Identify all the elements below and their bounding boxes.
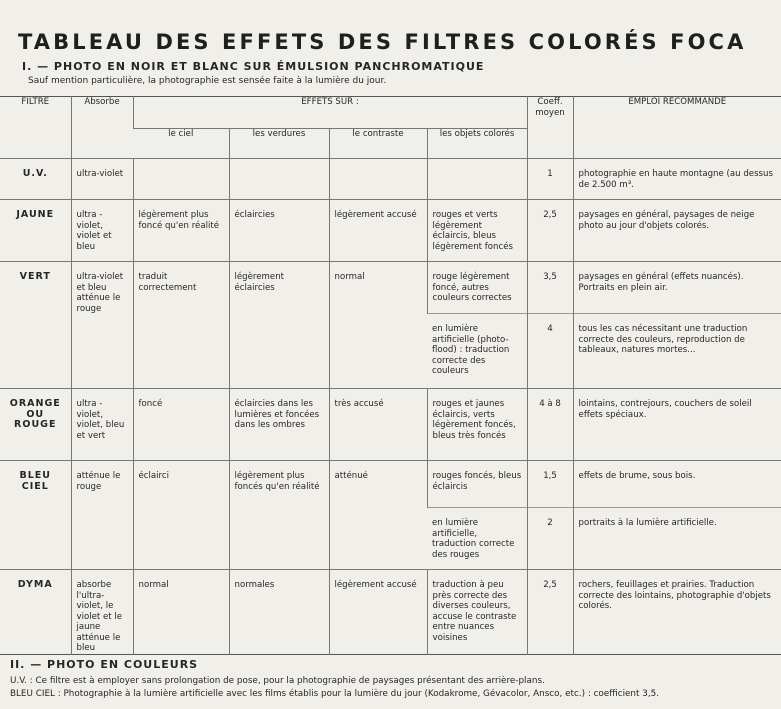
table-row bbox=[0, 570, 781, 655]
row-contraste: normal bbox=[329, 262, 427, 389]
row-verdures: éclaircies bbox=[229, 200, 329, 262]
row-objets: en lumière artificielle, traduction correcte des rouges bbox=[427, 508, 527, 570]
row-coeff: 4 bbox=[527, 314, 573, 389]
section2-heading: II. — PHOTO EN COULEURS bbox=[10, 658, 199, 671]
row-absorbe: atténue le rouge bbox=[71, 461, 133, 570]
col-header-objets: les objets colorés bbox=[427, 129, 527, 159]
page-title: TABLEAU DES EFFETS DES FILTRES COLORÉS FOCA bbox=[18, 30, 747, 54]
row-emploi: rochers, feuillages et prairies. Traduction correcte des lointains, photographie d'objets colorés. bbox=[573, 570, 781, 655]
col-header-contraste: le contraste bbox=[329, 129, 427, 159]
col-header-verdures: les verdures bbox=[229, 129, 329, 159]
col-header-coeff: Coeff. moyen bbox=[527, 97, 573, 159]
section1-heading: I. — PHOTO EN NOIR ET BLANC SUR ÉMULSION PANCHROMATIQUE bbox=[22, 60, 485, 73]
row-verdures: légèrement plus foncés qu'en réalité bbox=[229, 461, 329, 570]
row-filtre: VERT bbox=[0, 262, 71, 389]
row-coeff: 2,5 bbox=[527, 200, 573, 262]
row-contraste: légèrement accusé bbox=[329, 570, 427, 655]
filters-table bbox=[0, 96, 781, 655]
row-emploi: portraits à la lumière artificielle. bbox=[573, 508, 781, 570]
row-objets: rouges foncés, bleus éclaircis bbox=[427, 461, 527, 508]
row-objets: en lumière artificielle (photo-flood) : traduction correcte des couleurs bbox=[427, 314, 527, 389]
row-objets: traduction à peu près correcte des diverses couleurs, accuse le contraste entre nuances voisines bbox=[427, 570, 527, 655]
row-absorbe: ultra-violet bbox=[71, 159, 133, 200]
row-coeff: 2,5 bbox=[527, 570, 573, 655]
row-emploi: effets de brume, sous bois. bbox=[573, 461, 781, 508]
row-contraste: légèrement accusé bbox=[329, 200, 427, 262]
table-row bbox=[0, 159, 781, 200]
row-filtre: DYMA bbox=[0, 570, 71, 655]
col-header-filtre: FILTRE bbox=[21, 97, 50, 107]
table-row bbox=[0, 389, 781, 461]
row-contraste bbox=[329, 159, 427, 200]
row-filtre: BLEU CIEL bbox=[0, 461, 71, 570]
row-ciel: foncé bbox=[133, 389, 229, 461]
section2-note-uv: U.V. : Ce filtre est à employer sans prolongation de pose, pour la photographie de paysages présentant des arrière-plans. bbox=[10, 676, 545, 686]
row-absorbe: ultra - violet, violet, bleu et vert bbox=[71, 389, 133, 461]
row-coeff: 1 bbox=[527, 159, 573, 200]
row-emploi: photographie en haute montagne (au dessus de 2.500 m³. bbox=[573, 159, 781, 200]
row-contraste: très accusé bbox=[329, 389, 427, 461]
col-header-emploi: EMPLOI RECOMMANDÉ bbox=[573, 97, 781, 159]
section2-note-bleu: BLEU CIEL : Photographie à la lumière artificielle avec les films établis pour la lumière du jour (Kodakrome, Gévacolor, Ansco, etc.) : coefficient 3,5. bbox=[10, 689, 660, 699]
row-verdures bbox=[229, 159, 329, 200]
col-header-effets: EFFETS SUR : bbox=[133, 97, 527, 129]
row-verdures: éclaircies dans les lumières et foncées dans les ombres bbox=[229, 389, 329, 461]
row-absorbe: ultra-violet et bleu atténue le rouge bbox=[71, 262, 133, 389]
row-objets: rouges et verts légèrement éclaircis, bleus légèrement foncés bbox=[427, 200, 527, 262]
row-emploi: paysages en général (effets nuancés). Portraits en plein air. bbox=[573, 262, 781, 314]
row-verdures: légèrement éclaircies bbox=[229, 262, 329, 389]
row-emploi: tous les cas nécessitant une traduction correcte des couleurs, reproduction de tableaux, natures mortes... bbox=[573, 314, 781, 389]
row-ciel: éclairci bbox=[133, 461, 229, 570]
row-absorbe: absorbe l'ultra-violet, le violet et le jaune atténue le bleu bbox=[71, 570, 133, 655]
section1-note: Sauf mention particulière, la photographie est sensée faite à la lumière du jour. bbox=[28, 76, 387, 86]
row-objets: rouges et jaunes éclaircis, verts légèrement foncés, bleus très foncés bbox=[427, 389, 527, 461]
row-coeff: 1,5 bbox=[527, 461, 573, 508]
row-objets: rouge légèrement foncé, autres couleurs correctes bbox=[427, 262, 527, 314]
row-emploi: lointains, contrejours, couchers de soleil effets spéciaux. bbox=[573, 389, 781, 461]
col-header-ciel: le ciel bbox=[168, 129, 194, 139]
row-filtre: U.V. bbox=[0, 159, 71, 200]
row-ciel: légèrement plus foncé qu'en réalité bbox=[133, 200, 229, 262]
row-coeff: 3,5 bbox=[527, 262, 573, 314]
row-absorbe: ultra - violet, violet et bleu bbox=[71, 200, 133, 262]
row-objets bbox=[427, 159, 527, 200]
row-verdures: normales bbox=[229, 570, 329, 655]
table-row bbox=[0, 262, 781, 314]
table-row bbox=[0, 200, 781, 262]
row-filtre: JAUNE bbox=[0, 200, 71, 262]
row-ciel bbox=[133, 159, 229, 200]
row-coeff: 4 à 8 bbox=[527, 389, 573, 461]
row-filtre: ORANGE OU ROUGE bbox=[0, 389, 71, 461]
row-ciel: normal bbox=[133, 570, 229, 655]
row-emploi: paysages en général, paysages de neige photo au jour d'objets colorés. bbox=[573, 200, 781, 262]
row-contraste: atténué bbox=[329, 461, 427, 570]
table-row bbox=[0, 461, 781, 508]
row-ciel: traduit correctement bbox=[133, 262, 229, 389]
row-coeff: 2 bbox=[527, 508, 573, 570]
col-header-absorbe: Absorbe bbox=[71, 97, 133, 159]
